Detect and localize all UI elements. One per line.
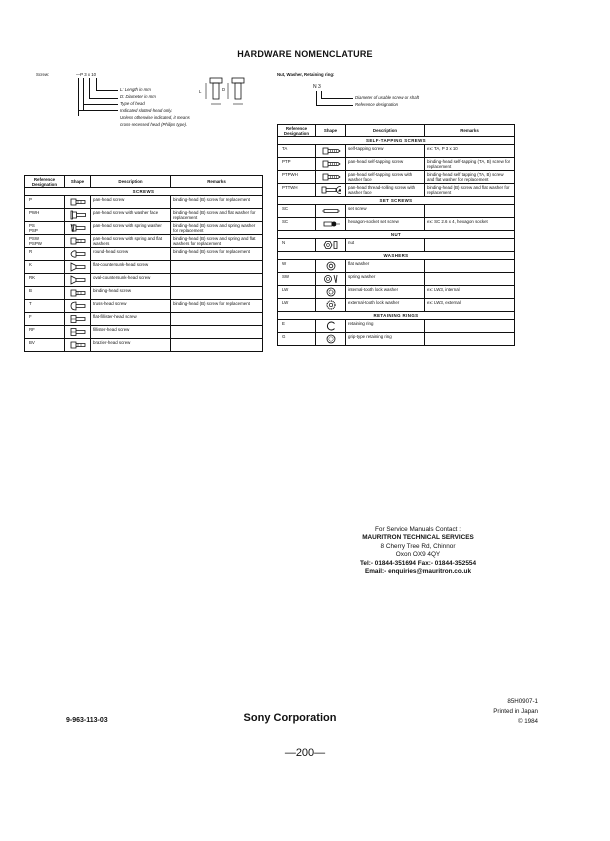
pan-washer-icon [68,212,88,217]
shape-cell [65,300,91,313]
remarks: binding-head (B) screw for replacement [171,300,263,313]
table-row [25,222,263,235]
header-description: Description [91,176,171,188]
screw-legend-example: —P 3 x 10 [76,72,96,77]
remarks: ex: SC 2.6 x 4, hexagon socket [425,218,515,231]
flat-washer-icon [321,263,341,268]
contact-company: MAURITRON TECHNICAL SERVICES [362,534,474,542]
header-remarks: Remarks [171,176,263,188]
hex-socket-icon [321,221,341,226]
table-row [25,300,263,313]
ref-designation: SC [278,205,316,218]
external-lock-icon [321,302,341,307]
ref-designation: G [278,333,316,346]
countersunk-icon [68,277,88,282]
table-row [25,235,263,248]
shape-cell [65,248,91,261]
remarks [171,287,263,300]
shape-cell [65,287,91,300]
tapping-icon [321,161,341,166]
remarks [425,260,515,273]
tapping-icon [321,174,341,179]
table-row [278,158,515,171]
contact-postcode: Oxon OX9 4QY [395,551,441,559]
screw-legend-diameter: D: Diameter in mm [120,94,156,99]
description: hexagon-socket set screw [346,218,425,231]
description: spring washer [346,273,425,286]
shape-cell [316,299,346,312]
table-row [25,287,263,300]
part-number: 9-963-113-03 [66,717,108,724]
shape-cell [65,222,91,235]
remarks: binding-head (B) screw and flat washer for replacement [425,184,515,197]
remarks: binding-head (B) screw for replacement [171,196,263,209]
remarks [171,261,263,274]
shape-cell [316,273,346,286]
description: grip-type retaining ring [346,333,425,346]
section-row [278,312,515,320]
description: round-head screw [91,248,171,261]
contact-phone: Tel:- 01844-351694 Fax:- 01844-352554 [359,559,477,567]
contact-block [338,526,498,576]
remarks [425,205,515,218]
description: oval-countersunk-head screw [91,274,171,287]
ref-designation: PS PSP [25,222,65,235]
ref-designation: F [25,313,65,326]
pan-icon [68,199,88,204]
section-title: SELF-TAPPING SCREWS [278,137,515,145]
description: set screw [346,205,425,218]
shape-cell [65,339,91,352]
description: retaining ring [346,320,425,333]
screw-legend-type: Type of head [120,101,145,106]
internal-lock-icon [321,289,341,294]
screw-legend-cross: cross-recessed head (Philips type). [120,122,188,127]
description: pan-head screw with spring and flat washers [91,235,171,248]
screw-legend-unless: Unless otherwise indicated, it means [120,115,190,120]
print-code: 85H0907-1 [507,698,538,705]
ref-designation: PWH [25,209,65,222]
nut-legend-diameter: Diameter of usable screw or shaft [355,95,420,100]
shape-cell [316,184,346,197]
description: pan-head screw with washer face [91,209,171,222]
description: flat-fillister-head screw [91,313,171,326]
nut-legend-example: N 3 [313,84,321,90]
section-row [278,252,515,260]
shape-cell [65,274,91,287]
hardware-table [277,124,515,346]
section-title: NUT [278,231,515,239]
copyright: © 1984 [517,718,538,725]
remarks: binding-head self tapping (TA, B) screw and flat washer for replacement [425,171,515,184]
shape-cell [316,158,346,171]
shape-cell [316,239,346,252]
grip-ring-icon [321,336,341,341]
table-row [278,218,515,231]
table-row [278,286,515,299]
remarks: binding-head self-tapping (TA, B) screw for replacement [425,158,515,171]
description: pan-head thread-rolling screw with washer face [346,184,425,197]
table-row [278,333,515,346]
description: pan-head self-tapping screw [346,158,425,171]
remarks [425,239,515,252]
nut-legend-reference: Reference designation [355,102,398,107]
section-title: RETAINING RINGS [278,312,515,320]
screw-legend-slotted: Indicated slotted-head only. [120,108,173,113]
header-shape: Shape [316,125,346,137]
shape-cell [65,261,91,274]
ref-designation: R [25,248,65,261]
shape-cell [316,205,346,218]
ref-designation: RK [25,274,65,287]
ref-designation: PTPWH [278,171,316,184]
shape-cell [65,196,91,209]
ref-designation: SW [278,273,316,286]
ref-designation: N [278,239,316,252]
header-description: Description [346,125,425,137]
table-row [25,196,263,209]
header-reference: Reference Designation [25,176,65,188]
countersunk-icon [68,264,88,269]
remarks [425,273,515,286]
screw-dim-D: D [222,87,226,92]
table-row [278,184,515,197]
screw-legend-length: L: Length in mm [120,87,151,92]
description: internal-tooth lock washer [346,286,425,299]
shape-cell [316,260,346,273]
e-ring-icon [321,323,341,328]
tapping-icon [321,148,341,153]
shape-cell [316,145,346,158]
page-number: —200— [284,747,326,759]
spring-washer-side-icon [321,276,341,281]
pan-icon [68,238,88,243]
ref-designation: BV [25,339,65,352]
nut-legend-label: Nut, Washer, Retaining ring: [277,72,335,77]
ref-designation: SC [278,218,316,231]
contact-heading: For Service Manuals Contact : [375,526,461,533]
remarks: ex: TA, P 3 x 10 [425,145,515,158]
shape-cell [316,218,346,231]
remarks: ex: LW3, external [425,299,515,312]
description: flat-countersunk-head screw [91,261,171,274]
shape-cell [316,286,346,299]
remarks: binding-head (B) screw and spring washer for replacement [171,222,263,235]
ref-designation: LW [278,299,316,312]
truss-icon [68,303,88,308]
contact-email: Email:- enquiries@mauritron.co.uk [364,568,472,576]
shape-cell [316,333,346,346]
fillister-icon [68,316,88,321]
ref-designation: RF [25,326,65,339]
header-reference: Reference Designation [278,125,316,137]
section-screws: SCREWS [25,188,263,196]
table-row [278,239,515,252]
table-row [278,260,515,273]
section-title: WASHERS [278,252,515,260]
description: binding-head screw [91,287,171,300]
shape-cell [65,313,91,326]
screw-legend [36,72,256,142]
round-icon [68,251,88,256]
screws-table [24,175,263,352]
description: flat washer [346,260,425,273]
section-title: SET SCREWS [278,197,515,205]
page-title: HARDWARE NOMENCLATURE [237,49,373,59]
screw-dimension-icon [202,76,262,108]
table-row [278,145,515,158]
shape-cell [316,320,346,333]
ref-designation: E [278,320,316,333]
table-row [25,261,263,274]
printed-in: Printed in Japan [493,708,538,715]
shape-cell [65,235,91,248]
ref-designation: B [25,287,65,300]
description: fillister-head screw [91,326,171,339]
description: external-tooth lock washer [346,299,425,312]
table-row [278,171,515,184]
set-screw-icon [321,208,341,213]
shape-cell [65,209,91,222]
ref-designation: LW [278,286,316,299]
remarks: binding-head (B) screw for replacement [171,248,263,261]
ref-designation: T [25,300,65,313]
ref-designation: PTP [278,158,316,171]
contact-address: 8 Cherry Tree Rd, Chinnor [380,542,456,550]
pan-icon [68,290,88,295]
shape-cell [316,171,346,184]
table-row [25,313,263,326]
print-info [468,697,538,727]
description: nut [346,239,425,252]
section-row [278,197,515,205]
table-row [25,274,263,287]
table-row [25,339,263,352]
table-row [25,209,263,222]
remarks [425,333,515,346]
screw-dim-L: L [199,89,202,94]
table-row [25,248,263,261]
remarks: binding-head (B) screw and spring and flat washers for replacement [171,235,263,248]
table-row [278,299,515,312]
spring-washer-icon [68,225,88,230]
ref-designation: TA [278,145,316,158]
table-row [278,320,515,333]
description: pan-head screw with spring washer [91,222,171,235]
company-name: Sony Corporation [243,712,337,724]
ref-designation: PTTWH [278,184,316,197]
nut-legend [277,72,497,112]
description: pan-head screw [91,196,171,209]
nut-icon [321,242,341,247]
remarks [171,313,263,326]
description: self-tapping screw [346,145,425,158]
remarks [425,320,515,333]
header-remarks: Remarks [425,125,515,137]
section-row [278,231,515,239]
remarks [171,326,263,339]
screw-legend-label: Screw: [36,72,50,77]
remarks [171,339,263,352]
pan-icon [68,342,88,347]
section-row [278,137,515,145]
remarks [171,274,263,287]
description: brazier-head screw [91,339,171,352]
remarks: ex: LW3, internal [425,286,515,299]
shape-cell [65,326,91,339]
description: truss-head screw [91,300,171,313]
header-shape: Shape [65,176,91,188]
fillister-icon [68,329,88,334]
ref-designation: K [25,261,65,274]
table-row [25,326,263,339]
description: pan-head self-tapping screw with washer face [346,171,425,184]
ref-designation: W [278,260,316,273]
thread-rolling-icon [321,187,341,192]
table-row [278,205,515,218]
ref-designation: P [25,196,65,209]
remarks: binding-head (B) screw and flat washer for replacement [171,209,263,222]
table-row [278,273,515,286]
ref-designation: PSW PSPW [25,235,65,248]
